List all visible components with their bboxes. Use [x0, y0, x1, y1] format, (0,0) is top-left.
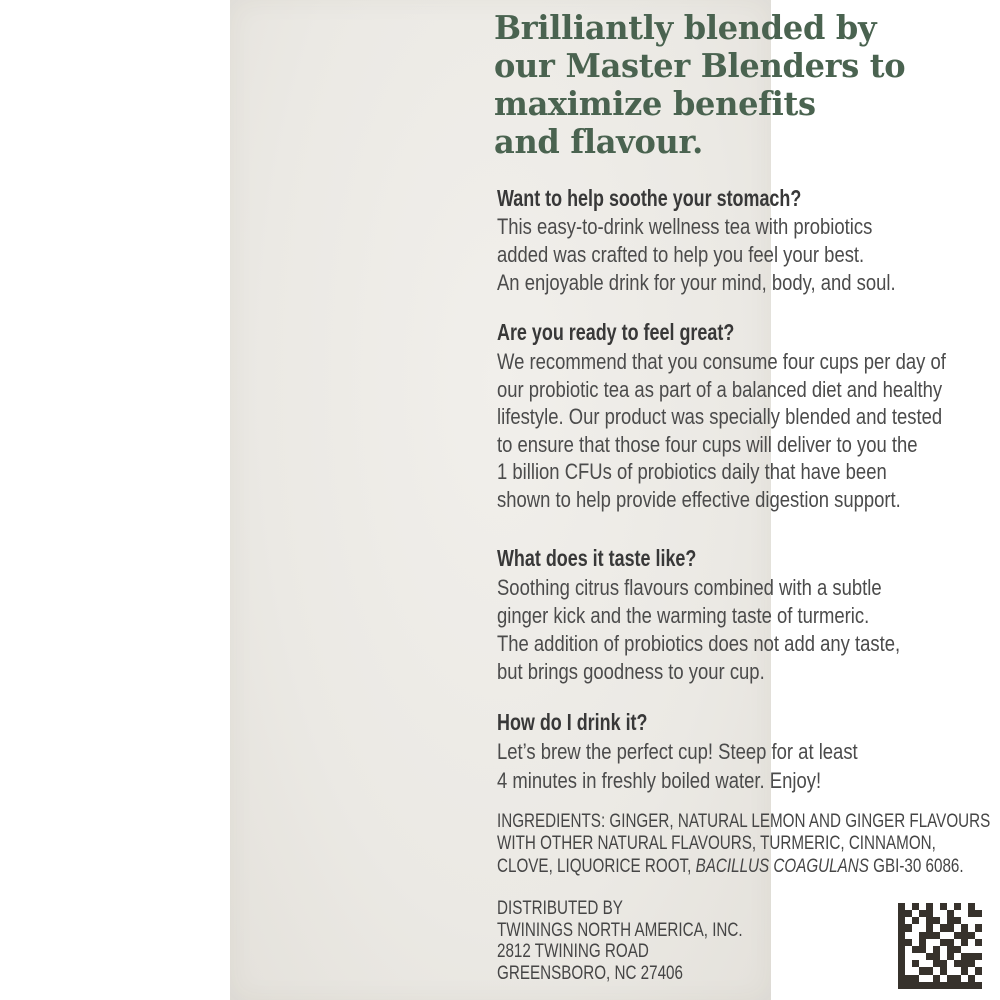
barcode-module — [919, 910, 926, 917]
barcode-module — [898, 939, 905, 946]
barcode-module — [898, 903, 905, 910]
barcode-module — [898, 967, 905, 974]
barcode-module — [940, 903, 947, 910]
ingredients-list — [497, 810, 990, 877]
barcode-module — [975, 967, 982, 974]
barcode-module — [961, 946, 968, 953]
body-line: added was crafted to help you feel your best. — [497, 242, 865, 267]
barcode-module — [912, 903, 919, 910]
barcode-module — [905, 939, 912, 946]
section-heading-taste: What does it taste like? — [497, 545, 697, 571]
barcode-module — [905, 917, 912, 924]
barcode-module — [961, 982, 968, 989]
tagline-line: maximize benefits — [494, 84, 816, 123]
brand-tagline — [494, 9, 905, 161]
barcode-module — [954, 946, 961, 953]
barcode-module — [954, 932, 961, 939]
barcode-module — [898, 975, 905, 982]
barcode-module — [975, 924, 982, 931]
barcode-module — [926, 960, 933, 967]
barcode-module — [961, 903, 968, 910]
barcode-module — [975, 910, 982, 917]
barcode-module — [975, 939, 982, 946]
body-line: lifestyle. Our product was specially blended and tested — [497, 404, 943, 429]
barcode-module — [961, 924, 968, 931]
barcode-module — [940, 939, 947, 946]
barcode-module — [919, 939, 926, 946]
barcode-module — [926, 910, 933, 917]
barcode-module — [961, 939, 968, 946]
barcode-module — [940, 924, 947, 931]
barcode-module — [905, 910, 912, 917]
ingredients-line: INGREDIENTS: GINGER, NATURAL LEMON AND GINGER FLAVOURS — [497, 810, 991, 832]
barcode-module — [919, 960, 926, 967]
tea-box-back-panel — [230, 0, 991, 1000]
body-line: 1 billion CFUs of probiotics daily that have been — [497, 459, 887, 484]
barcode-module — [954, 939, 961, 946]
barcode-module — [961, 975, 968, 982]
barcode-module — [968, 939, 975, 946]
barcode-module — [961, 932, 968, 939]
body-line: This easy-to-drink wellness tea with probiotics — [497, 214, 873, 239]
barcode-module — [940, 953, 947, 960]
barcode-module — [940, 982, 947, 989]
body-line: our probiotic tea as part of a balanced diet and healthy — [497, 376, 943, 402]
barcode-module — [947, 917, 954, 924]
body-line: The addition of probiotics does not add any taste, — [497, 631, 901, 656]
barcode-module — [926, 939, 933, 946]
barcode-module — [961, 953, 968, 960]
barcode-module — [947, 975, 954, 982]
barcode-module — [947, 910, 954, 917]
barcode-module — [933, 903, 940, 910]
body-line: We recommend that you consume four cups per day of — [497, 349, 946, 374]
barcode-module — [919, 967, 926, 974]
section-heading-how-to-drink: How do I drink it? — [497, 709, 648, 735]
barcode-module — [940, 946, 947, 953]
barcode-module — [912, 953, 919, 960]
barcode-module — [919, 982, 926, 989]
body-line: but brings goodness to your cup. — [497, 659, 765, 684]
address-line: DISTRIBUTED BY — [497, 897, 623, 919]
barcode-module — [926, 953, 933, 960]
barcode-module — [933, 939, 940, 946]
data-matrix-code — [898, 903, 982, 989]
barcode-module — [905, 967, 912, 974]
barcode-module — [926, 917, 933, 924]
barcode-module — [975, 975, 982, 982]
barcode-module — [954, 975, 961, 982]
address-line: GREENSBORO, NC 27406 — [497, 961, 683, 984]
barcode-module — [947, 946, 954, 953]
barcode-module — [947, 932, 954, 939]
barcode-module — [940, 910, 947, 917]
ingredients-text: CLOVE, LIQUORICE ROOT, — [497, 854, 696, 877]
barcode-module — [961, 960, 968, 967]
barcode-module — [905, 960, 912, 967]
barcode-module — [947, 982, 954, 989]
barcode-module — [968, 903, 975, 910]
barcode-module — [933, 924, 940, 931]
barcode-module — [968, 960, 975, 967]
barcode-module — [954, 910, 961, 917]
section-body-how-to-drink — [497, 737, 858, 795]
barcode-module — [905, 924, 912, 931]
barcode-module — [954, 982, 961, 989]
barcode-module — [919, 946, 926, 953]
barcode-module — [898, 917, 905, 924]
barcode-module — [933, 982, 940, 989]
barcode-module — [898, 910, 905, 917]
address-line: 2812 TWINING ROAD — [497, 940, 649, 963]
tagline-line: and flavour. — [494, 122, 704, 161]
barcode-module — [954, 967, 961, 974]
barcode-module — [954, 917, 961, 924]
barcode-module — [912, 967, 919, 974]
barcode-module — [926, 982, 933, 989]
barcode-module — [926, 967, 933, 974]
barcode-module — [912, 939, 919, 946]
barcode-module — [919, 924, 926, 931]
section-body-taste — [497, 574, 900, 686]
barcode-module — [898, 982, 905, 989]
barcode-module — [940, 975, 947, 982]
tagline-line: our Master Blenders to — [494, 46, 906, 85]
body-line: to ensure that those four cups will deliver to you the — [497, 431, 918, 457]
barcode-module — [961, 910, 968, 917]
barcode-module — [905, 953, 912, 960]
body-line: 4 minutes in freshly boiled water. Enjoy! — [497, 768, 822, 793]
barcode-module — [933, 932, 940, 939]
barcode-module — [912, 960, 919, 967]
barcode-module — [905, 982, 912, 989]
barcode-module — [926, 975, 933, 982]
body-line: Soothing citrus flavours combined with a subtle — [497, 575, 882, 600]
barcode-module — [919, 917, 926, 924]
tagline-line: Brilliantly blended by — [494, 8, 877, 47]
barcode-module — [947, 967, 954, 974]
barcode-module — [975, 932, 982, 939]
barcode-module — [947, 953, 954, 960]
barcode-module — [898, 924, 905, 931]
barcode-module — [919, 932, 926, 939]
barcode-module — [926, 932, 933, 939]
barcode-module — [968, 953, 975, 960]
barcode-module — [926, 946, 933, 953]
barcode-module — [912, 917, 919, 924]
address-line: TWININGS NORTH AMERICA, INC. — [497, 918, 743, 941]
barcode-module — [926, 903, 933, 910]
probiotic-strain-name: BACILLUS COAGULANS — [695, 854, 869, 877]
barcode-module — [961, 917, 968, 924]
barcode-module — [898, 932, 905, 939]
barcode-module — [968, 910, 975, 917]
barcode-module — [919, 975, 926, 982]
barcode-module — [975, 946, 982, 953]
barcode-module — [975, 903, 982, 910]
barcode-module — [912, 982, 919, 989]
barcode-module — [954, 924, 961, 931]
distributor-address — [497, 898, 743, 984]
section-heading-stomach: Want to help soothe your stomach? — [497, 185, 802, 211]
barcode-module — [968, 932, 975, 939]
barcode-module — [954, 960, 961, 967]
ingredients-text: GBI-30 6086. — [868, 854, 964, 877]
barcode-module — [947, 939, 954, 946]
barcode-module — [975, 917, 982, 924]
barcode-module — [968, 967, 975, 974]
barcode-module — [926, 924, 933, 931]
barcode-module — [905, 946, 912, 953]
barcode-module — [975, 953, 982, 960]
barcode-module — [919, 953, 926, 960]
barcode-module — [912, 910, 919, 917]
barcode-module — [954, 903, 961, 910]
barcode-module — [912, 975, 919, 982]
barcode-module — [940, 967, 947, 974]
barcode-module — [912, 924, 919, 931]
section-heading-feel-great: Are you ready to feel great? — [497, 319, 735, 345]
barcode-module — [961, 967, 968, 974]
barcode-module — [947, 924, 954, 931]
barcode-module — [933, 910, 940, 917]
barcode-module — [933, 967, 940, 974]
barcode-module — [919, 903, 926, 910]
barcode-module — [933, 946, 940, 953]
barcode-module — [968, 975, 975, 982]
barcode-module — [968, 924, 975, 931]
barcode-module — [947, 903, 954, 910]
barcode-module — [954, 953, 961, 960]
barcode-module — [905, 903, 912, 910]
barcode-module — [933, 917, 940, 924]
barcode-module — [968, 946, 975, 953]
barcode-module — [912, 946, 919, 953]
barcode-module — [947, 960, 954, 967]
section-body-stomach — [497, 213, 896, 297]
barcode-module — [898, 953, 905, 960]
barcode-module — [975, 960, 982, 967]
barcode-module — [912, 932, 919, 939]
body-line: Let’s brew the perfect cup! Steep for at least — [497, 739, 858, 764]
ingredients-line: WITH OTHER NATURAL FLAVOURS, TURMERIC, CINNAMON, — [497, 832, 936, 855]
body-line: ginger kick and the warming taste of turmeric. — [497, 603, 870, 628]
body-line: An enjoyable drink for your mind, body, and soul. — [497, 270, 896, 295]
ingredients-line — [497, 855, 990, 877]
barcode-module — [933, 953, 940, 960]
barcode-module — [940, 932, 947, 939]
body-line: shown to help provide effective digestion support. — [497, 486, 901, 512]
barcode-module — [933, 975, 940, 982]
barcode-module — [968, 917, 975, 924]
barcode-module — [898, 960, 905, 967]
barcode-module — [905, 932, 912, 939]
barcode-module — [898, 946, 905, 953]
barcode-module — [975, 982, 982, 989]
barcode-module — [968, 982, 975, 989]
barcode-module — [933, 960, 940, 967]
barcode-module — [940, 960, 947, 967]
barcode-module — [905, 975, 912, 982]
barcode-module — [940, 917, 947, 924]
section-body-feel-great — [497, 348, 946, 513]
